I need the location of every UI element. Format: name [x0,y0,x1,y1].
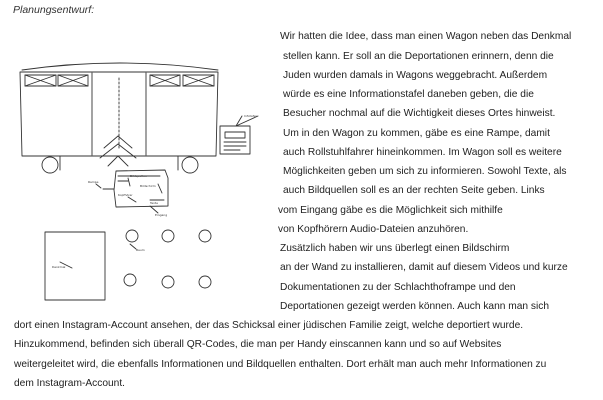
text-line: Zusätzlich haben wir uns überlegt einen Bildschirm [280,243,510,254]
text-line: auch Bildquellen soll es an der rechten Seite geben. Links [283,185,545,196]
square-note: Denkmal [52,265,66,269]
wagon-drawing [20,63,218,173]
text-line: Besucher nochmal auf die Wichtigkeit dieses Ortes hinweist. [283,108,556,119]
text-line: Deportationen gezeigt werden können. Auch kann man sich [280,301,550,312]
text-line: Möglichkeiten geben um sich zu informieren. Sowohl Texte, als [283,166,567,177]
text-line: dort einen Instagram-Account ansehen, der das Schicksal einer jüdischen Familie zeigt, welche deportiert wurde. [14,320,524,331]
text-line: vom Eingang gäbe es die Möglichkeit sich mithilfe [278,205,503,216]
svg-text:Bildquellen: Bildquellen [130,174,147,178]
text-line: Um in den Wagon zu kommen, gäbe es eine Rampe, damit [283,128,550,139]
text-line: würde es eine Informationstafel daneben geben, die die [283,89,534,100]
info-board-drawing [220,116,258,154]
page-title: Planungsentwurf: [13,4,95,16]
svg-text:Rampe: Rampe [88,180,99,184]
tree-circles [124,230,211,288]
text-line: stellen kann. Er soll an die Deportationen erinnern, denn die [283,51,554,62]
text-line: von Kopfhörern Audio-Dateien anzuhören. [278,224,469,235]
text-line: Wir hatten die Idee, dass man einen Wagon neben das Denkmal [280,31,572,42]
svg-text:Eingang: Eingang [155,213,168,217]
text-line: auch Rollstuhlfahrer hineinkommen. Im Wagon soll es weitere [283,147,562,158]
svg-text:Texte: Texte [150,201,158,205]
text-line: Hinzukommend, befinden sich überall QR-Codes, die man per Handy einscannen kann und so auf Websites [14,339,502,350]
text-line: dem Instagram-Account. [14,378,125,389]
svg-text:Bildschirm: Bildschirm [140,184,156,188]
text-line: an der Wand zu installieren, damit auf diesem Videos und kurze [280,262,568,273]
circle-note: Baum [136,248,145,252]
info-board-note: Infotafel [244,114,257,118]
svg-text:Kopfhörer: Kopfhörer [118,193,133,197]
text-line: Dokumentationen zu der Schlachthoframpe und den [280,282,516,293]
text-line: Juden wurden damals in Wagons weggebracht. Außerdem [283,70,548,81]
text-line: weitergeleitet wird, die ebenfalls Informationen und Bildquellen enthalten. Dort erhält man auch mehr Informationen zu [14,359,547,370]
